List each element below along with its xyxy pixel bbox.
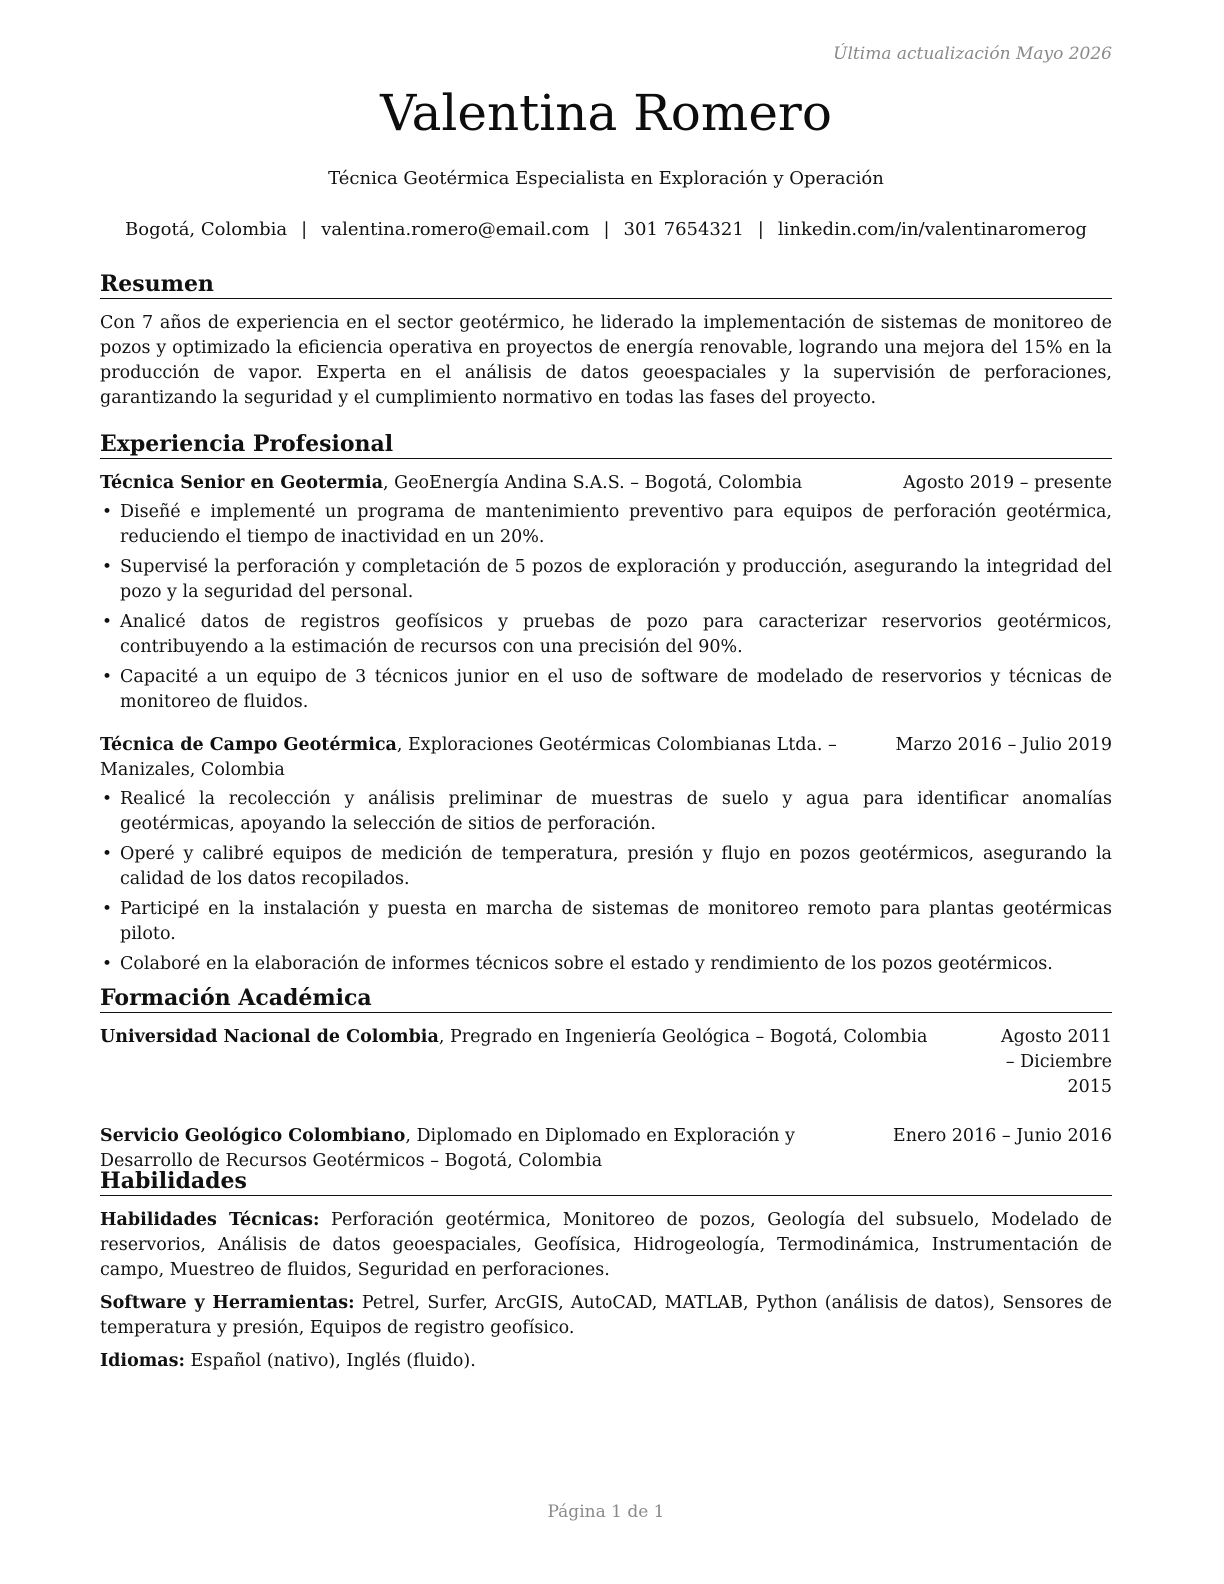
- skills-section: [100, 1167, 1112, 1382]
- list-item: [100, 897, 1112, 947]
- list-item: [100, 500, 1112, 550]
- bullet-text: Operé y calibré equipos de medición de temperatura, presión y flujo en pozos geotérmicos, asegurando la calidad de los datos recopilados.: [120, 844, 1112, 889]
- job-title-line: [100, 733, 895, 783]
- skill-group-text: Español (nativo), Inglés (fluido).: [184, 1351, 476, 1371]
- bullet-text: Analicé datos de registros geofísicos y pruebas de pozo para caracterizar reservorios geotérmicos, contribuyendo a la estimación de recursos con una precisión del 90%.: [120, 612, 1112, 657]
- job-entry: [100, 471, 1112, 715]
- job-title-line: [100, 471, 903, 496]
- contact-line: [100, 219, 1112, 240]
- skill-group: [100, 1291, 1112, 1341]
- summary-section: [100, 270, 1112, 411]
- skill-group: [100, 1349, 1112, 1374]
- bullet-icon: •: [102, 667, 113, 687]
- resume-page: [100, 0, 1112, 1584]
- job-bullets: [100, 500, 1112, 715]
- job-entry: [100, 733, 1112, 977]
- bullet-text: Realicé la recolección y análisis preliminar de muestras de suelo y agua para identificar anomalías geotérmicas, apoyando la selección de sitios de perforación.: [120, 789, 1112, 834]
- experience-section: [100, 430, 1112, 982]
- education-institution: Servicio Geológico Colombiano: [100, 1126, 406, 1146]
- skill-group-text: Petrel, Surfer, ArcGIS, AutoCAD, MATLAB, Python (análisis de datos), Sensores de temperatura y presión, Equipos de registro geofísico.: [100, 1293, 1112, 1338]
- education-details: , Diplomado en Diplomado en Exploración y Desarrollo de Recursos Geotérmicos – Bogotá, Colombia: [100, 1126, 795, 1171]
- skill-group-label: Habilidades Técnicas:: [100, 1210, 320, 1230]
- bullet-icon: •: [102, 557, 113, 577]
- education-title-line: [100, 1025, 990, 1050]
- contact-separator: |: [301, 219, 308, 240]
- job-header: [100, 733, 1112, 783]
- contact-separator: |: [603, 219, 610, 240]
- job-role: Técnica de Campo Geotérmica: [100, 735, 397, 755]
- contact-email[interactable]: valentina.romero@email.com: [321, 219, 590, 240]
- page-number: Página 1 de 1: [547, 1502, 665, 1522]
- candidate-headline: Técnica Geotérmica Especialista en Exploración y Operación: [328, 168, 884, 189]
- education-institution: Universidad Nacional de Colombia: [100, 1027, 439, 1047]
- bullet-text: Colaboré en la elaboración de informes técnicos sobre el estado y rendimiento de los pozos geotérmicos.: [120, 954, 1053, 974]
- job-header: [100, 471, 1112, 496]
- bullet-text: Diseñé e implementé un programa de mantenimiento preventivo para equipos de perforación geotérmica, reduciendo el tiempo de inactividad en un 20%.: [120, 502, 1112, 547]
- bullet-icon: •: [102, 612, 113, 632]
- job-dates: Agosto 2019 – presente: [903, 473, 1112, 493]
- skill-group: [100, 1208, 1112, 1283]
- contact-linkedin[interactable]: linkedin.com/in/valentinaromerog: [777, 219, 1087, 240]
- job-details: , GeoEnergía Andina S.A.S. – Bogotá, Colombia: [383, 473, 803, 493]
- education-dates: Enero 2016 – Junio 2016: [892, 1126, 1112, 1146]
- skill-group-text: Perforación geotérmica, Monitoreo de pozos, Geología del subsuelo, Modelado de reservorios, Análisis de datos geoespaciales, Geofísica, Hidrogeología, Termodinámica, Instrumentación de campo, Muestreo de fluidos, Seguridad en perforaciones.: [100, 1210, 1112, 1280]
- section-title-summary: Resumen: [100, 270, 1112, 299]
- job-dates: Marzo 2016 – Julio 2019: [895, 735, 1112, 755]
- list-item: [100, 555, 1112, 605]
- education-section: [100, 984, 1112, 1174]
- section-title-skills: Habilidades: [100, 1167, 1112, 1196]
- education-entry: [100, 1025, 1112, 1100]
- bullet-icon: •: [102, 844, 113, 864]
- education-details: , Pregrado en Ingeniería Geológica – Bogotá, Colombia: [438, 1027, 928, 1047]
- list-item: [100, 787, 1112, 837]
- contact-separator: |: [757, 219, 764, 240]
- bullet-text: Capacité a un equipo de 3 técnicos junior en el uso de software de modelado de reservorios y técnicas de monitoreo de fluidos.: [120, 667, 1112, 712]
- job-bullets: [100, 787, 1112, 977]
- list-item: [100, 610, 1112, 660]
- education-dates: Agosto 2011 – Diciembre 2015: [1000, 1027, 1112, 1097]
- bullet-icon: •: [102, 789, 113, 809]
- contact-location: Bogotá, Colombia: [125, 219, 288, 240]
- candidate-name: Valentina Romero: [380, 84, 832, 142]
- contact-phone: 301 7654321: [623, 219, 744, 240]
- bullet-icon: •: [102, 899, 113, 919]
- bullet-icon: •: [102, 954, 113, 974]
- bullet-icon: •: [102, 502, 113, 522]
- skill-group-label: Software y Herramientas:: [100, 1293, 355, 1313]
- skill-group-label: Idiomas:: [100, 1351, 185, 1371]
- job-role: Técnica Senior en Geotermia: [100, 473, 384, 493]
- last-updated: Última actualización Mayo 2026: [833, 44, 1112, 64]
- list-item: [100, 952, 1112, 977]
- list-item: [100, 842, 1112, 892]
- bullet-text: Participé en la instalación y puesta en marcha de sistemas de monitoreo remoto para plantas geotérmicas piloto.: [120, 899, 1112, 944]
- summary-text: Con 7 años de experiencia en el sector geotérmico, he liderado la implementación de sistemas de monitoreo de pozos y optimizado la eficiencia operativa en proyectos de energía renovable, logrando una mejora del 15% en la producción de vapor. Experta en el análisis de datos geoespaciales y la supervisión de perforaciones, garantizando la seguridad y el cumplimiento normativo en todas las fases del proyecto.: [100, 313, 1112, 408]
- section-title-experience: Experiencia Profesional: [100, 430, 1112, 459]
- section-title-education: Formación Académica: [100, 984, 1112, 1013]
- job-details: , Exploraciones Geotérmicas Colombianas Ltda. – Manizales, Colombia: [100, 735, 837, 780]
- bullet-text: Supervisé la perforación y completación de 5 pozos de exploración y producción, asegurando la integridad del pozo y la seguridad del personal.: [120, 557, 1112, 602]
- list-item: [100, 665, 1112, 715]
